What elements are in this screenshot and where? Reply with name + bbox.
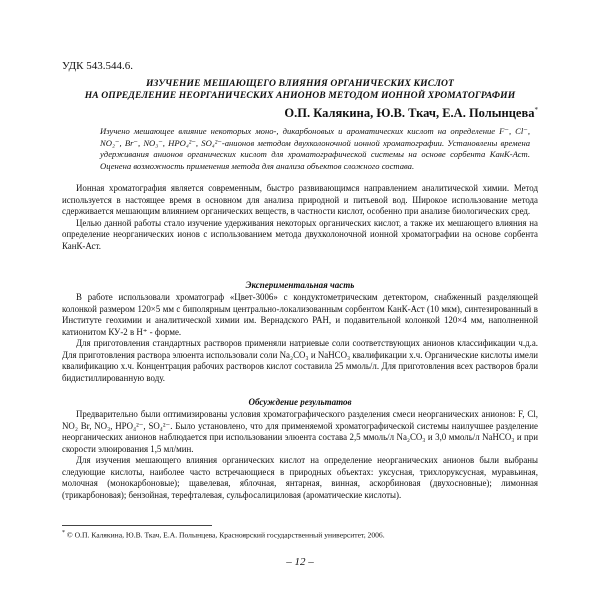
results-section xyxy=(62,409,538,501)
introduction xyxy=(62,183,538,252)
page-number: – 12 – xyxy=(286,556,314,568)
footnote-text: © О.П. Калякина, Ю.В. Ткач, Е.А. Полынцева, Красноярский государственный университет, 2006. xyxy=(66,530,385,540)
article-title xyxy=(62,78,538,102)
intro-paragraph-1: Ионная хроматография является современным, быстро развивающимся направлением аналитической химии. Метод используется в настоящее время в основном для анализа природной и питьевой вод. Широкое использование метода сдерживается мешающим влиянием органических веществ, в частности кислот, особенно при анализе биологических сред. xyxy=(62,183,538,216)
section-heading-experimental: Экспериментальная часть xyxy=(245,280,355,290)
results-paragraph-1: Предварительно были оптимизированы условия хроматографического разделения смеси неорганических анионов: F, Cl, NO₂ Br, NO₃, HPO₄²⁻, SO₄²⁻. Было установлено, что для применяемой хроматографической системы наилучшее разделение неорганических анионов наблюдается при использовании элюента состава 2,5 ммоль/л Na₂CO₃ и 3,0 ммоль/л NaHCO₃ и при скорости элюирования 1,5 мл/мин. xyxy=(62,409,538,454)
footnote xyxy=(62,530,538,540)
authors xyxy=(284,106,538,121)
experimental-section xyxy=(62,292,538,384)
title-line-1: ИЗУЧЕНИЕ МЕШАЮЩЕГО ВЛИЯНИЯ ОРГАНИЧЕСКИХ КИСЛОТ xyxy=(145,78,454,89)
author-names: О.П. Калякина, Ю.В. Ткач, Е.А. Полынцева xyxy=(284,106,535,121)
intro-paragraph-2: Целью данной работы стало изучение удерживания некоторых органических кислот, а также их мешающего влияния на определение неорганических ионов с использованием метода двухколоночной ионной хроматографии на основе сорбента КанК-Аст. xyxy=(62,217,538,251)
authors-footnote-mark: * xyxy=(534,106,538,114)
results-paragraph-2: Для изучения мешающего влияния органических кислот на определение неорганических анионов были выбраны следующие кислоты, наиболее часто встречающиеся в природных объектах: уксусная, трихлоруксусная, муравьиная, молочная (монокарбоновые); щавелевая, яблочная, янтарная, винная, аскорбиновая (двухосновные); лимонная (трикарбоновая); бензойная, терефталевая, сульфосалициловая (ароматические кислоты). xyxy=(62,455,538,500)
experimental-paragraph-2: Для приготовления стандартных растворов применяли натриевые соли соответствующих анионов классификации ч.д.а. Для приготовления раствора элюента использовали соли Na₂CO₃ и NaHCO₃ квалификации х.ч. Органические кислоты имели квалификацию х.ч. Концентрация рабочих растворов кислот составила 25 ммоль/л. Для приготовления всех растворов брали бидистиллированную воду. xyxy=(62,338,538,383)
experimental-paragraph-1: В работе использовали хроматограф «Цвет-3006» с кондуктометрическим детектором, снабженный разделяющей колонкой размером 120×5 мм с биполярным центрально-локализованным сорбентом КанК-Аст (10 мкм), синтезированный в Институте геохимии и аналитической химии им. Вернадского РАН, и подавительной колонкой 120×4 мм, наполненной катионитом КУ-2 в H⁺ - форме. xyxy=(62,292,538,337)
udk-code: УДК 543.544.6. xyxy=(62,60,134,72)
abstract: Изучено мешающее влияние некоторых моно-, дикарбоновых и ароматических кислот на определение F⁻, Cl⁻, NO₂⁻, Br⁻, NO₃⁻, HPO₄²⁻, SO₄²⁻-анионов методом двухколоночной ионной хроматографии. Установлены времена удерживания анионов органических кислот для хроматографической системы на основе сорбента КанК-Аст. Оценена возможность применения метода для анализа объектов сложного состава. xyxy=(100,126,530,171)
footnote-divider xyxy=(62,525,212,526)
section-heading-results: Обсуждение результатов xyxy=(248,397,352,407)
footnote-mark: * xyxy=(62,530,65,536)
title-line-2: НА ОПРЕДЕЛЕНИЕ НЕОРГАНИЧЕСКИХ АНИОНОВ МЕТОДОМ ИОННОЙ ХРОМАТОГРАФИИ xyxy=(84,90,516,101)
